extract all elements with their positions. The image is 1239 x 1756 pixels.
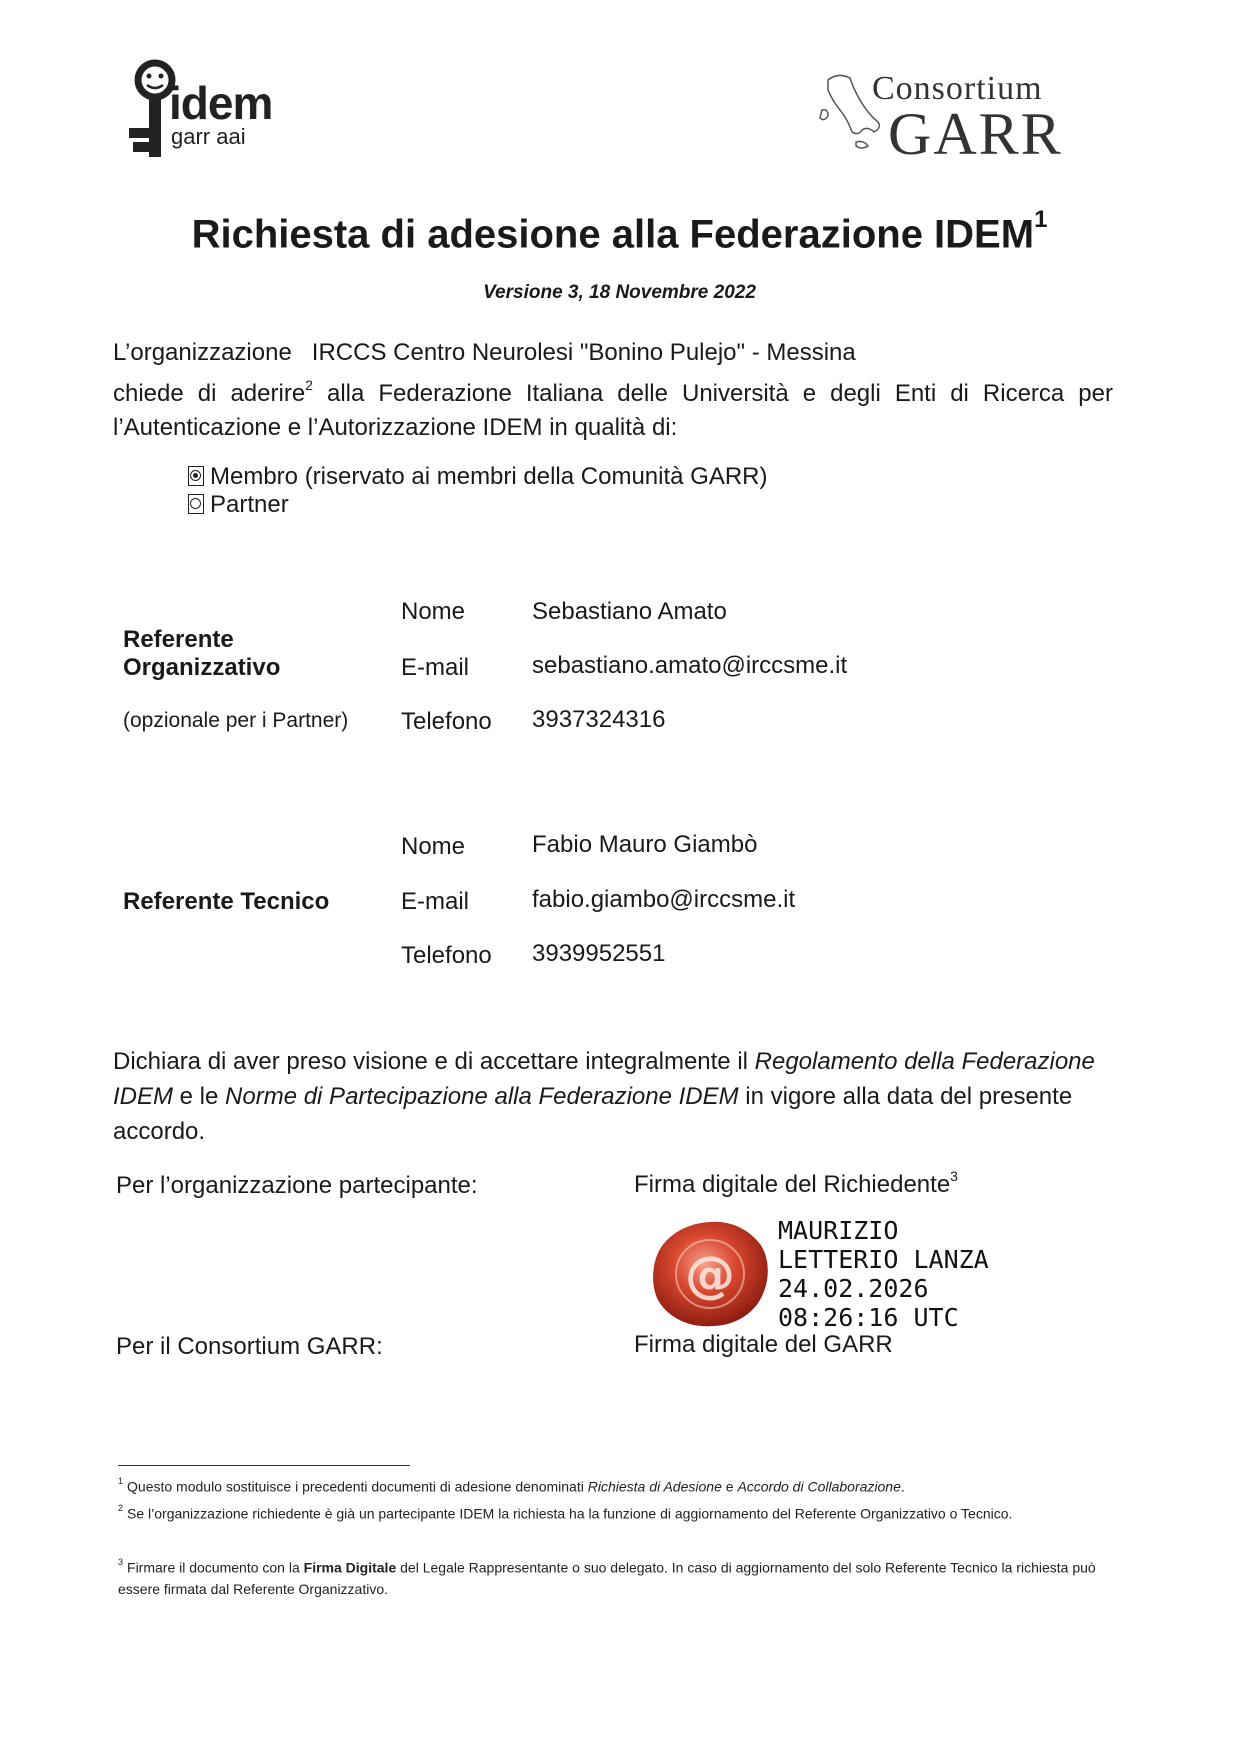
digital-signature-seal xyxy=(650,1218,772,1330)
page-title xyxy=(0,206,1239,257)
regolamento-ref: Regolamento della Federazione IDEM xyxy=(113,1048,1095,1110)
idem-logo-sub: garr aai xyxy=(171,124,246,149)
stamp-time: 08:26:16 UTC xyxy=(778,1303,959,1332)
ref-org-email: sebastiano.amato@irccsme.it xyxy=(532,652,848,679)
ref-tec-heading: Referente Tecnico xyxy=(123,888,330,915)
wax-seal-icon xyxy=(650,1218,772,1330)
garr-logo-bottom: GARR xyxy=(888,101,1063,167)
option-membro-label: Membro (riservato ai membri della Comunità GARR) xyxy=(210,463,768,490)
ref-org-heading-1: Referente xyxy=(123,626,234,653)
footnote-1-d: Accordo di Collaborazione xyxy=(737,1478,901,1495)
footnote-1-a: Questo modulo sostituisce i precedenti documenti di adesione denominati xyxy=(127,1478,588,1495)
signature-stamp xyxy=(778,1216,989,1332)
ref-tec-nome-label: Nome xyxy=(401,833,466,860)
ref-tec-tel-label: Telefono xyxy=(401,942,492,969)
ref-org-nome: Sebastiano Amato xyxy=(532,598,727,625)
garr-sign-label: Per il Consortium GARR: xyxy=(116,1333,383,1360)
footnote-2-text: Se l’organizzazione richiedente è già un partecipante IDEM la richiesta ha la funzione di aggiornamento del Referente Organizzativo o Tecnico. xyxy=(127,1505,1013,1522)
ref-tec-email-label: E-mail xyxy=(401,888,470,915)
footnote-divider xyxy=(118,1465,410,1466)
radio-checked-icon[interactable] xyxy=(188,466,204,486)
declaration-paragraph xyxy=(113,1044,1108,1149)
footnote-1-b: Richiesta di Adesione xyxy=(587,1478,722,1495)
footnote-ref-3: 3 xyxy=(950,1168,958,1184)
intro-line-2a: chiede di aderire xyxy=(113,380,306,407)
footnote-3-c: del Legale Rappresentante o suo delegato. In caso di aggiornamento del solo Referente Tecnico la richiesta può essere firmata dal Referente Organizzativo. xyxy=(118,1559,1096,1597)
ref-org-email-label: E-mail xyxy=(401,654,470,681)
svg-text:@: @ xyxy=(685,1246,735,1304)
ref-org-tel: 3937324316 xyxy=(532,706,666,733)
ref-tec-tel: 3939952551 xyxy=(532,940,666,967)
org-sign-field-text: Firma digitale del Richiedente xyxy=(634,1171,951,1198)
footnote-1-number: 1 xyxy=(118,1476,124,1486)
footnote-3 xyxy=(118,1554,1108,1600)
declaration-c: e le xyxy=(173,1083,226,1110)
footnote-2-number: 2 xyxy=(118,1503,124,1513)
title-footnote-ref: 1 xyxy=(1034,206,1048,233)
footnote-ref-2: 2 xyxy=(305,377,313,393)
footnote-1-c: e xyxy=(721,1478,738,1495)
footnote-3-number: 3 xyxy=(118,1557,124,1567)
garr-sign-field-label: Firma digitale del GARR xyxy=(634,1331,893,1358)
idem-logo xyxy=(125,58,305,176)
intro-prefix: L’organizzazione xyxy=(113,339,292,366)
ref-org-note: (opzionale per i Partner) xyxy=(123,709,349,732)
ref-tec-nome: Fabio Mauro Giambò xyxy=(532,831,758,858)
option-partner[interactable] xyxy=(188,491,289,519)
stamp-date: 24.02.2026 xyxy=(778,1274,929,1303)
ref-org-nome-label: Nome xyxy=(401,598,466,625)
org-sign-field-label xyxy=(634,1170,958,1199)
idem-logo-text: idem xyxy=(169,77,273,129)
intro-line-1 xyxy=(113,336,1113,370)
ref-org-tel-label: Telefono xyxy=(401,708,492,735)
stamp-signer-first: MAURIZIO xyxy=(778,1216,899,1245)
footnote-3-b: Firma Digitale xyxy=(303,1559,397,1576)
org-sign-label: Per l’organizzazione partecipante: xyxy=(116,1172,478,1199)
footnote-3-a: Firmare il documento con la xyxy=(127,1559,304,1576)
ref-tec-email: fabio.giambo@irccsme.it xyxy=(532,886,796,913)
declaration-e: in vigore alla data del presente accordo. xyxy=(113,1083,1073,1145)
title-text: Richiesta di adesione alla Federazione IDEM xyxy=(191,212,1035,257)
declaration-a: Dichiara di aver preso visione e di accettare integralmente il xyxy=(113,1048,755,1075)
organization-name: IRCCS Centro Neurolesi "Bonino Pulejo" - Messina xyxy=(311,339,856,366)
intro-line-2 xyxy=(113,370,1113,411)
intro-line-3: l’Autenticazione e l’Autorizzazione IDEM in qualità di: xyxy=(113,414,678,441)
footnote-1 xyxy=(118,1473,1108,1498)
intro-line-2b: alla Federazione Italiana delle Università e degli Enti di Ricerca per xyxy=(312,380,1113,407)
footnote-2 xyxy=(118,1500,1108,1525)
footnote-1-e: . xyxy=(900,1478,905,1495)
stamp-signer-last: LETTERIO LANZA xyxy=(778,1245,989,1274)
ref-org-heading-2: Organizzativo xyxy=(123,654,281,681)
norme-ref: Norme di Partecipazione alla Federazione IDEM xyxy=(225,1083,739,1110)
option-membro[interactable] xyxy=(188,463,767,491)
option-partner-label: Partner xyxy=(210,491,289,518)
intro-paragraph xyxy=(113,336,1113,445)
garr-logo-top: Consortium xyxy=(872,70,1043,107)
radio-unchecked-icon[interactable] xyxy=(188,494,204,514)
version-line: Versione 3, 18 Novembre 2022 xyxy=(483,282,756,303)
